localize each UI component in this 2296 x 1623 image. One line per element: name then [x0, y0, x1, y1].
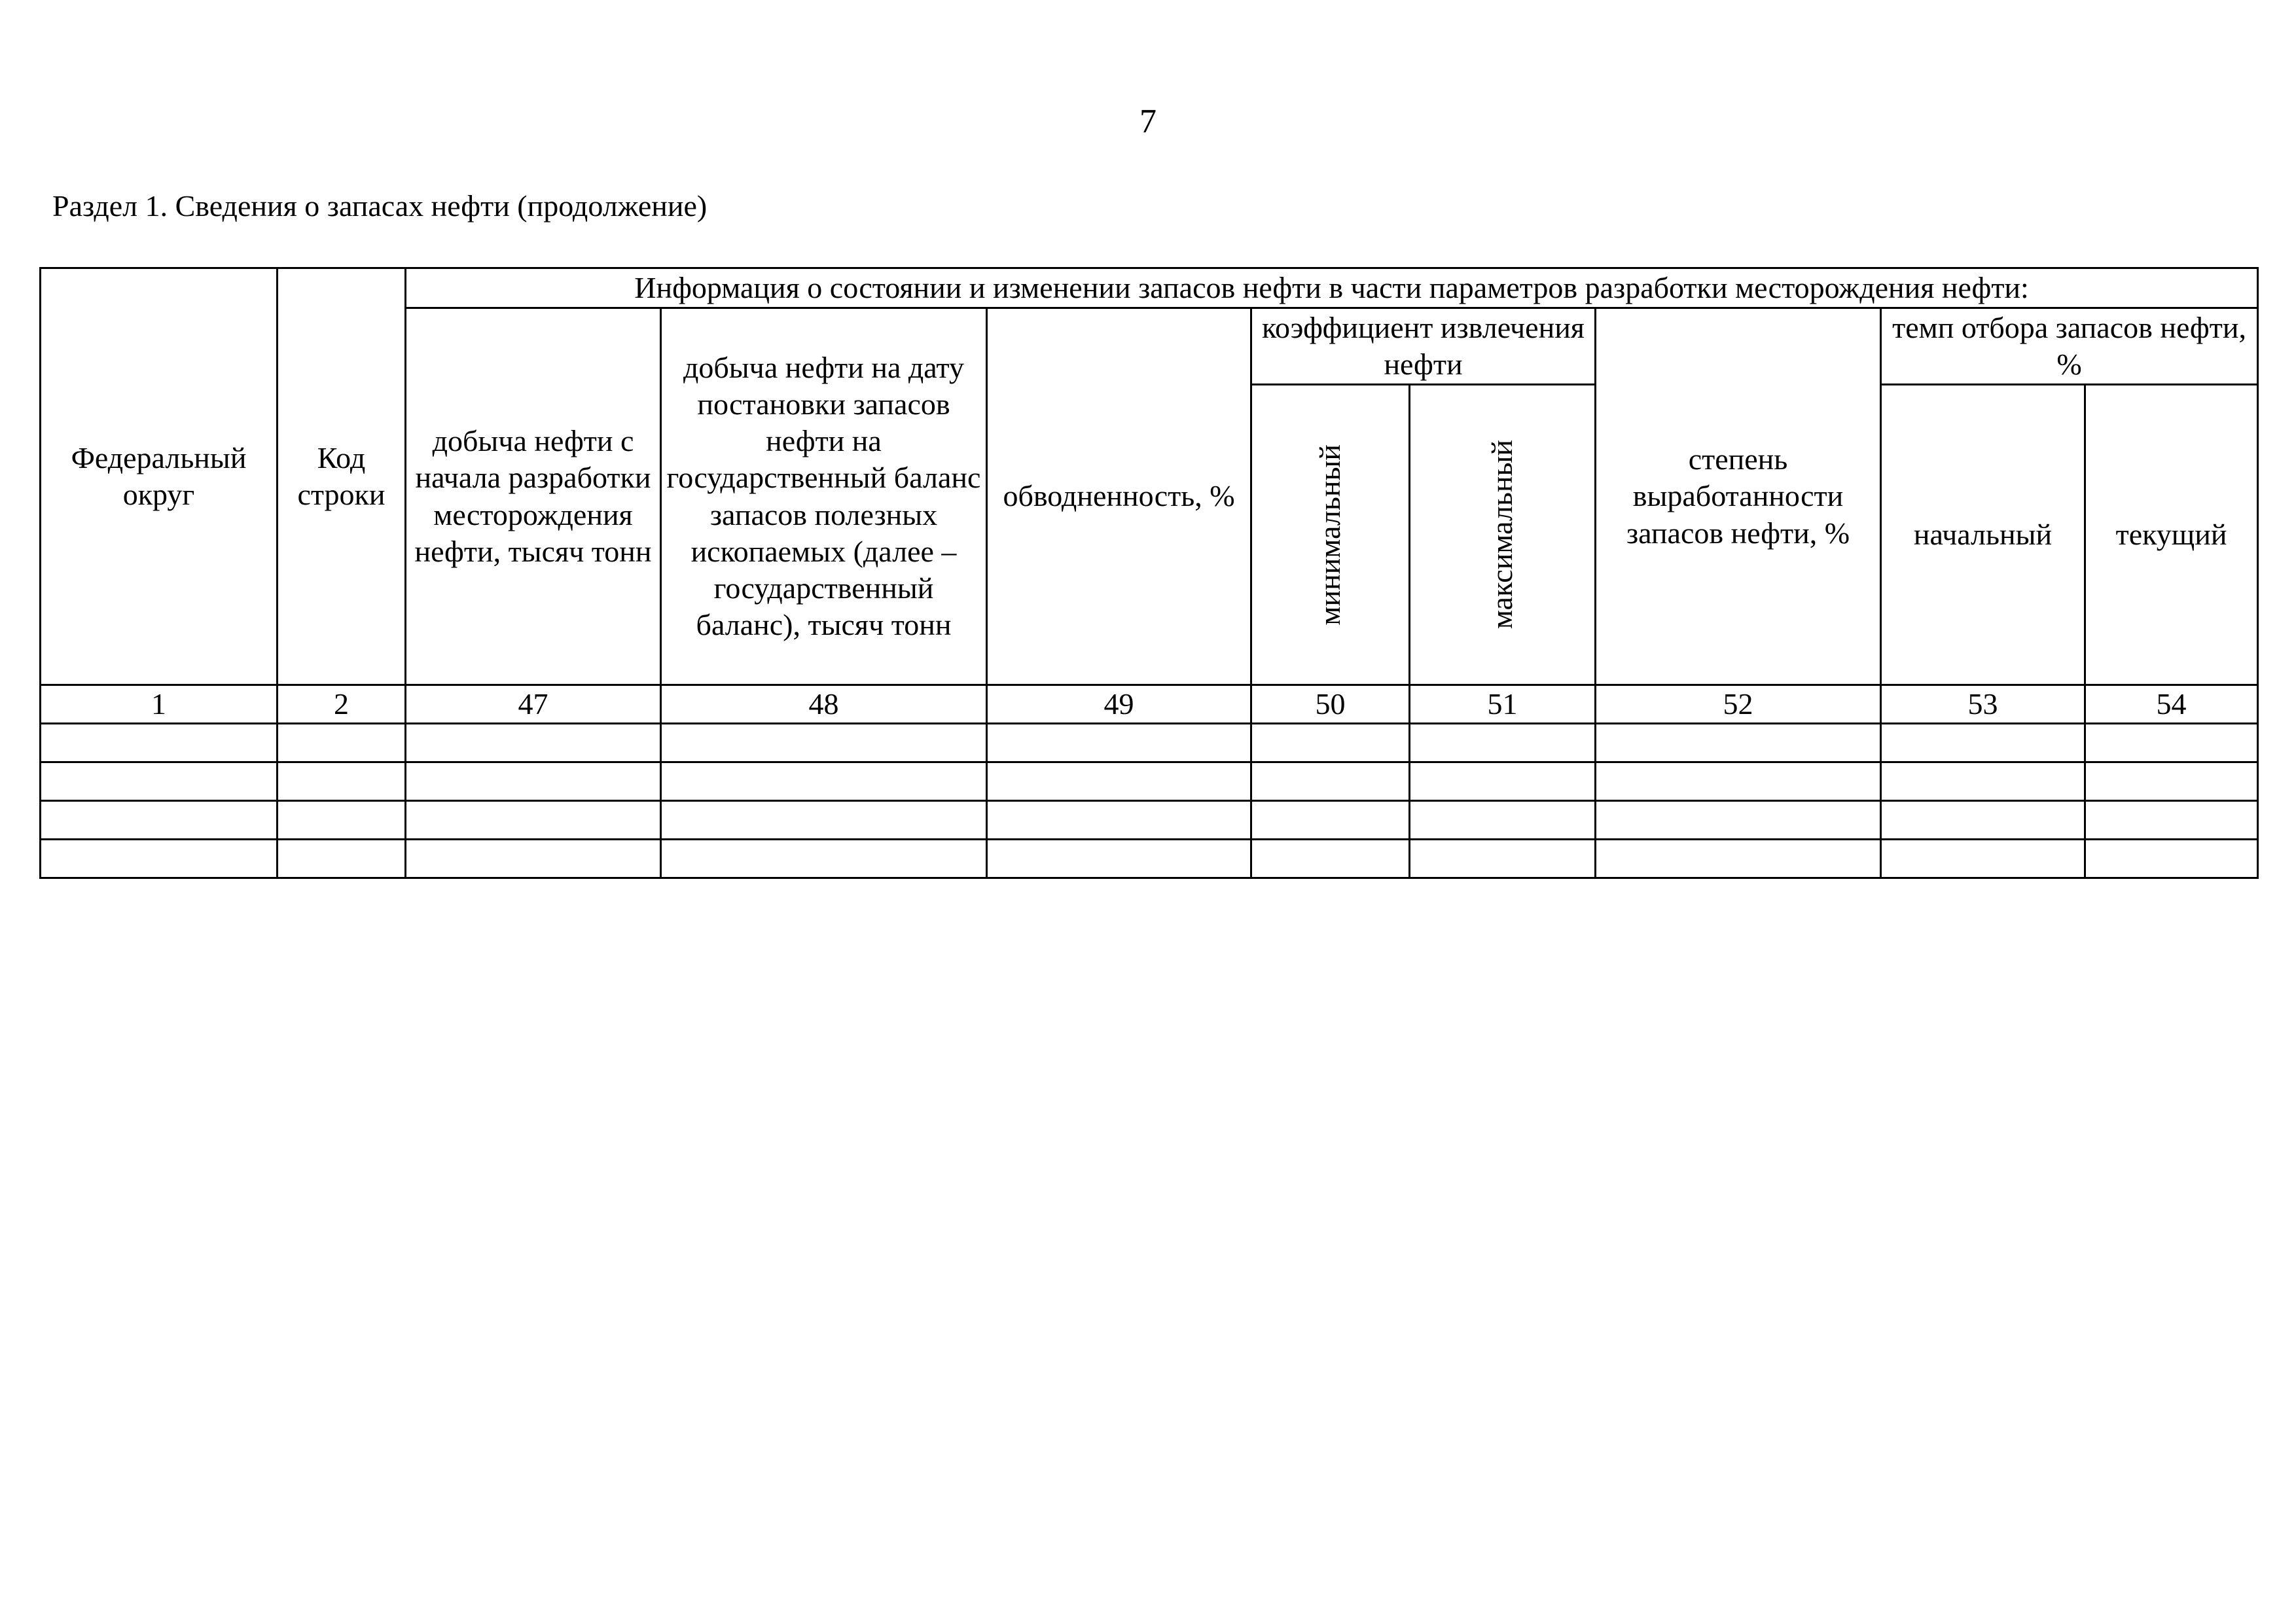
header-recovery-max: максимальный: [1485, 440, 1519, 630]
table-cell[interactable]: [661, 840, 987, 878]
table-cell[interactable]: [1596, 840, 1881, 878]
table-cell[interactable]: [661, 762, 987, 801]
table-cell[interactable]: [987, 762, 1251, 801]
table-cell[interactable]: [1410, 840, 1596, 878]
table-cell[interactable]: [406, 762, 661, 801]
header-recovery-max-cell: [1410, 385, 1596, 685]
header-water-cut: обводненность, %: [987, 308, 1251, 685]
header-recovery-factor: коэффициент извлечения нефти: [1251, 308, 1596, 385]
header-rate-initial: начальный: [1881, 385, 2085, 685]
table-cell[interactable]: [41, 724, 278, 762]
table-cell[interactable]: [1251, 801, 1410, 840]
table-cell[interactable]: [1881, 801, 2085, 840]
table-cell[interactable]: [1596, 801, 1881, 840]
table-cell[interactable]: [1881, 840, 2085, 878]
column-number: 1: [41, 685, 278, 724]
column-number: 48: [661, 685, 987, 724]
header-row-code: Код строки: [278, 268, 406, 685]
table-row: [41, 724, 2258, 762]
page-number: 7: [1139, 103, 1157, 140]
oil-reserves-table: [39, 267, 2259, 879]
header-rate-current: текущий: [2085, 385, 2258, 685]
table-cell[interactable]: [2085, 724, 2258, 762]
table-row: [41, 801, 2258, 840]
table-cell[interactable]: [2085, 801, 2258, 840]
table-cell[interactable]: [41, 840, 278, 878]
table-cell[interactable]: [2085, 762, 2258, 801]
table-cell[interactable]: [278, 801, 406, 840]
table-cell[interactable]: [2085, 840, 2258, 878]
column-number: 50: [1251, 685, 1410, 724]
table-cell[interactable]: [1881, 724, 2085, 762]
column-numbers-row: [41, 685, 2258, 724]
table-cell[interactable]: [1410, 724, 1596, 762]
table-cell[interactable]: [1596, 724, 1881, 762]
table-cell[interactable]: [278, 762, 406, 801]
table-cell[interactable]: [987, 840, 1251, 878]
table-cell[interactable]: [41, 801, 278, 840]
table-cell[interactable]: [987, 801, 1251, 840]
table-cell[interactable]: [1410, 801, 1596, 840]
column-number: 54: [2085, 685, 2258, 724]
table-cell[interactable]: [278, 724, 406, 762]
table-cell[interactable]: [1410, 762, 1596, 801]
header-production-since-start: добыча нефти с начала разработки месторождения нефти, тысяч тонн: [406, 308, 661, 685]
header-group-title: Информация о состоянии и изменении запасов нефти в части параметров разработки месторождения нефти:: [406, 268, 2258, 308]
header-federal-district: Федеральный округ: [41, 268, 278, 685]
table-cell[interactable]: [1251, 762, 1410, 801]
column-number: 52: [1596, 685, 1881, 724]
section-title: Раздел 1. Сведения о запасах нефти (продолжение): [52, 189, 708, 223]
header-depletion-degree: степень выработанности запасов нефти, %: [1596, 308, 1881, 685]
table-cell[interactable]: [41, 762, 278, 801]
column-number: 51: [1410, 685, 1596, 724]
column-number: 2: [278, 685, 406, 724]
header-recovery-min-cell: [1251, 385, 1410, 685]
table-cell[interactable]: [1881, 762, 2085, 801]
column-number: 47: [406, 685, 661, 724]
table-cell[interactable]: [406, 724, 661, 762]
column-number: 49: [987, 685, 1251, 724]
table-cell[interactable]: [406, 840, 661, 878]
header-production-at-registration: добыча нефти на дату постановки запасов нефти на государственный баланс запасов полезных ископаемых (далее – государственный баланс), тысяч тонн: [661, 308, 987, 685]
table-row: [41, 762, 2258, 801]
table-cell[interactable]: [1251, 840, 1410, 878]
table-cell[interactable]: [987, 724, 1251, 762]
header-extraction-rate: темп отбора запасов нефти, %: [1881, 308, 2258, 385]
table-cell[interactable]: [661, 724, 987, 762]
column-number: 53: [1881, 685, 2085, 724]
table-cell[interactable]: [1251, 724, 1410, 762]
table-cell[interactable]: [278, 840, 406, 878]
table-cell[interactable]: [406, 801, 661, 840]
table-cell[interactable]: [661, 801, 987, 840]
table-cell[interactable]: [1596, 762, 1881, 801]
header-recovery-min: минимальный: [1313, 444, 1347, 626]
table-row: [41, 840, 2258, 878]
